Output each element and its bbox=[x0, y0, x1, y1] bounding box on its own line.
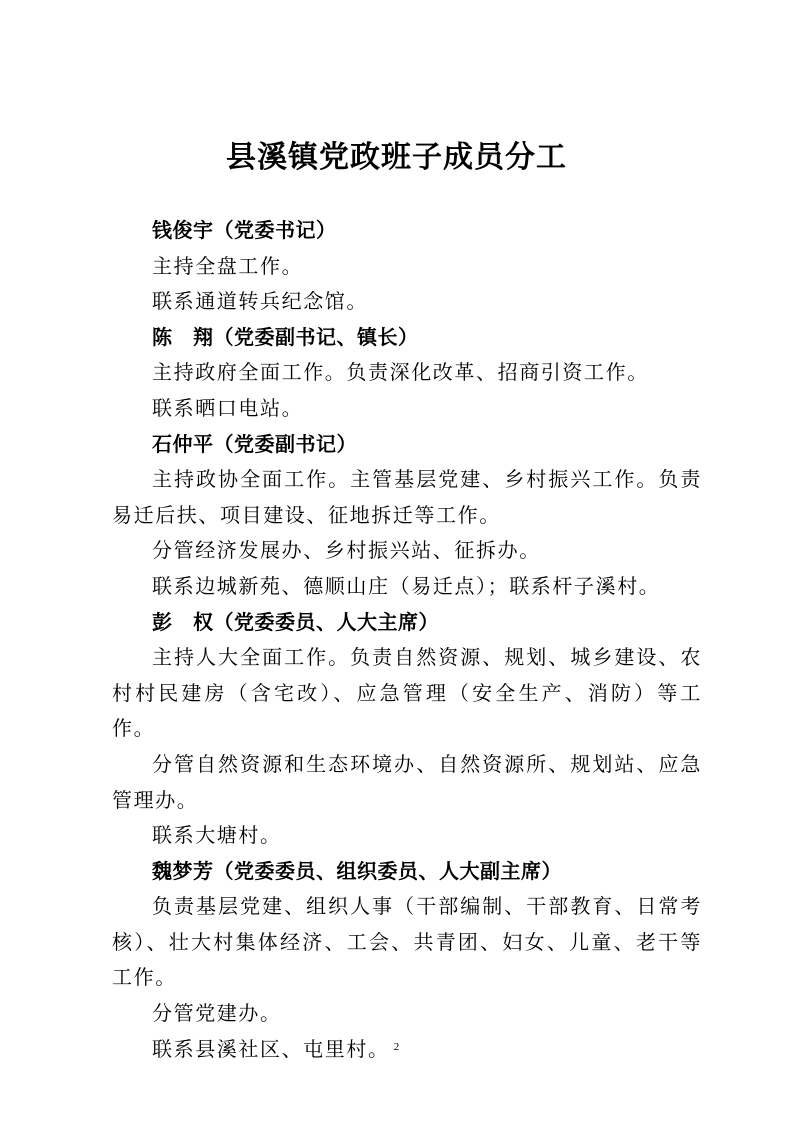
duty-paragraph: 负责基层党建、组织人事（干部编制、干部教育、日常考核）、壮大村集体经济、工会、共青团、妇女、儿童、老干等工作。 bbox=[112, 894, 702, 990]
member-heading: 钱俊宇（党委书记） bbox=[152, 218, 337, 242]
duty-paragraph: 主持全盘工作。 bbox=[152, 253, 304, 278]
duty-paragraph: 联系通道转兵纪念馆。 bbox=[152, 289, 368, 314]
duty-paragraph: 分管经济发展办、乡村振兴站、征拆办。 bbox=[152, 538, 541, 563]
member-heading: 石仲平（党委副书记） bbox=[152, 431, 357, 456]
document-title: 县溪镇党政班子成员分工 bbox=[226, 140, 567, 175]
document-body bbox=[112, 213, 702, 1067]
duty-paragraph: 主持人大全面工作。负责自然资源、规划、城乡建设、农村村民建房（含宅改）、应急管理（安全生产、消防）等工作。 bbox=[112, 645, 702, 741]
duty-paragraph: 主持政协全面工作。主管基层党建、乡村振兴工作。负责易迁后扶、项目建设、征地拆迁等工作。 bbox=[112, 467, 702, 527]
page-number: 2 bbox=[393, 1041, 400, 1053]
duty-paragraph: 分管党建办。 bbox=[152, 1001, 282, 1026]
duty-paragraph: 联系晒口电站。 bbox=[152, 395, 304, 420]
member-heading: 魏梦芳（党委委员、组织委员、人大副主席） bbox=[152, 858, 562, 883]
duty-paragraph: 联系大塘村。 bbox=[152, 823, 282, 848]
duty-paragraph: 分管自然资源和生态环境办、自然资源所、规划站、应急管理办。 bbox=[112, 751, 702, 812]
member-heading: 彭 权（党委委员、人大主席） bbox=[152, 609, 439, 634]
duty-paragraph: 联系县溪社区、屯里村。 bbox=[152, 1036, 390, 1061]
duty-paragraph: 主持政府全面工作。负责深化改革、招商引资工作。 bbox=[152, 360, 649, 385]
member-heading: 陈 翔（党委副书记、镇长） bbox=[152, 324, 419, 349]
duty-paragraph: 联系边城新苑、德顺山庄（易迁点）；联系杆子溪村。 bbox=[152, 573, 661, 598]
